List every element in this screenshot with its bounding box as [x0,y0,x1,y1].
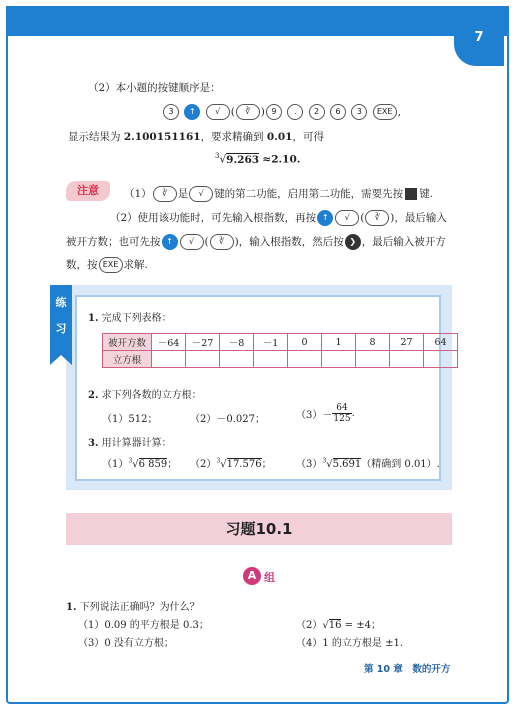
cube-root-table [102,333,458,368]
table-cell[interactable] [390,351,424,368]
note-item2-line2: 被开方数；也可先按 ↑ √ ( ∛ )，输入根指数，然后按 ❯ ，最后输入被开方 [66,236,446,248]
cbrt-icon-2: ∛ [365,210,389,226]
key-6: 6 [330,104,346,120]
key-sqrt: √ [206,104,230,120]
table-cell: －64 [152,334,186,351]
table-cell: 27 [390,334,424,351]
sqrt-icon-2: √ [180,234,204,250]
page-number: 7 [454,18,504,66]
part2-heading: （2）本小题的按键顺序是： [88,82,221,94]
hw-item1: （1）0.09 的平方根是 0.3； [78,620,209,631]
key-cbrt: ∛ [236,104,260,120]
table-cell[interactable] [220,351,254,368]
chapter-footer: 第 10 章 数的开方 [364,664,451,675]
exe-icon: EXE [99,257,123,273]
table-cell: 0 [288,334,322,351]
note-item1: （1） ∛ 是 √ 键的第二功能，启用第二功能，需要先按 键. [124,188,434,200]
table-header: 立方根 [103,351,152,368]
arrow-right-icon: ❯ [345,234,361,250]
q2-item3: （3）－ $\frac{64}{125}$ . [296,403,355,424]
table-cell[interactable] [152,351,186,368]
table-header: 被开方数 [103,334,152,351]
hw-item2: （2）√16 = ±4； [296,620,381,631]
key-2: 2 [309,104,325,120]
table-cell: 64 [424,334,458,351]
shift-key-icon [405,188,417,200]
key-3b: 3 [351,104,367,120]
group-label: 组 [264,571,275,584]
note-item2-line3: 数，按 EXE 求解. [66,259,148,271]
homework-q1: 1. 下列说法正确吗？为什么？ [66,602,200,613]
exercise-tab: 练 习 [50,285,72,355]
table-cell[interactable] [186,351,220,368]
sqrt-key-icon: √ [189,186,213,202]
table-cell[interactable] [424,351,458,368]
exercise-q2: 2. 求下列各数的立方根： [88,390,202,401]
hw-item3: （3）0 没有立方根； [78,638,174,649]
table-row [103,351,458,368]
table-cell[interactable] [322,351,356,368]
q2-item1: （1）512； [102,414,158,425]
homework-title: 习题10.1 [225,520,293,538]
table-cell: －27 [186,334,220,351]
key-dot: . [287,104,303,120]
shift-icon-2: ↑ [162,234,178,250]
sqrt-icon: √ [335,210,359,226]
fraction: $\frac{64}{125}$ [333,403,351,424]
q2-item2: （2）－0.027； [190,414,265,425]
key-exe: EXE [373,104,397,120]
table-row [103,334,458,351]
table-cell[interactable] [356,351,390,368]
table-cell: －8 [220,334,254,351]
q3-item1: $(1)^3√6$ 859； [102,457,178,470]
table-cell: 1 [322,334,356,351]
result-formula: $^3$√9.263 ≈2.10. [215,152,301,166]
cbrt-icon-3: ∛ [210,234,234,250]
exercise-q1: 1. 完成下列表格： [88,313,172,324]
key-3: 3 [163,104,179,120]
table-cell[interactable] [254,351,288,368]
cbrt-icon: ∛ [153,186,177,202]
key-sequence: 3 ↑ √ ( ∛ ) 9 . 2 6 3 EXE , [162,104,401,120]
result-line: 显示结果为 2.100151161，要求精确到 0.01，可得 [68,131,324,143]
q3-item3: $(3)^3√5.691$（精确到 0.01）. [296,457,440,470]
key-9: 9 [266,104,282,120]
table-cell: 8 [356,334,390,351]
note-tag: 注意 [66,181,110,201]
hw-item4: （4）1 的立方根是 ±1. [296,638,404,649]
q3-item2: $(2)^3√17.576$； [190,457,272,470]
exercise-q3: 3. 用计算器计算： [88,438,172,449]
table-cell: －1 [254,334,288,351]
group-badge: A [243,567,261,585]
note-item2-line1: （2）使用该功能时，可先输入根指数，再按 ↑ √ ( ∛ )，最后输入 [110,212,447,224]
key-shift: ↑ [184,104,200,120]
shift-icon: ↑ [317,210,333,226]
table-cell[interactable] [288,351,322,368]
